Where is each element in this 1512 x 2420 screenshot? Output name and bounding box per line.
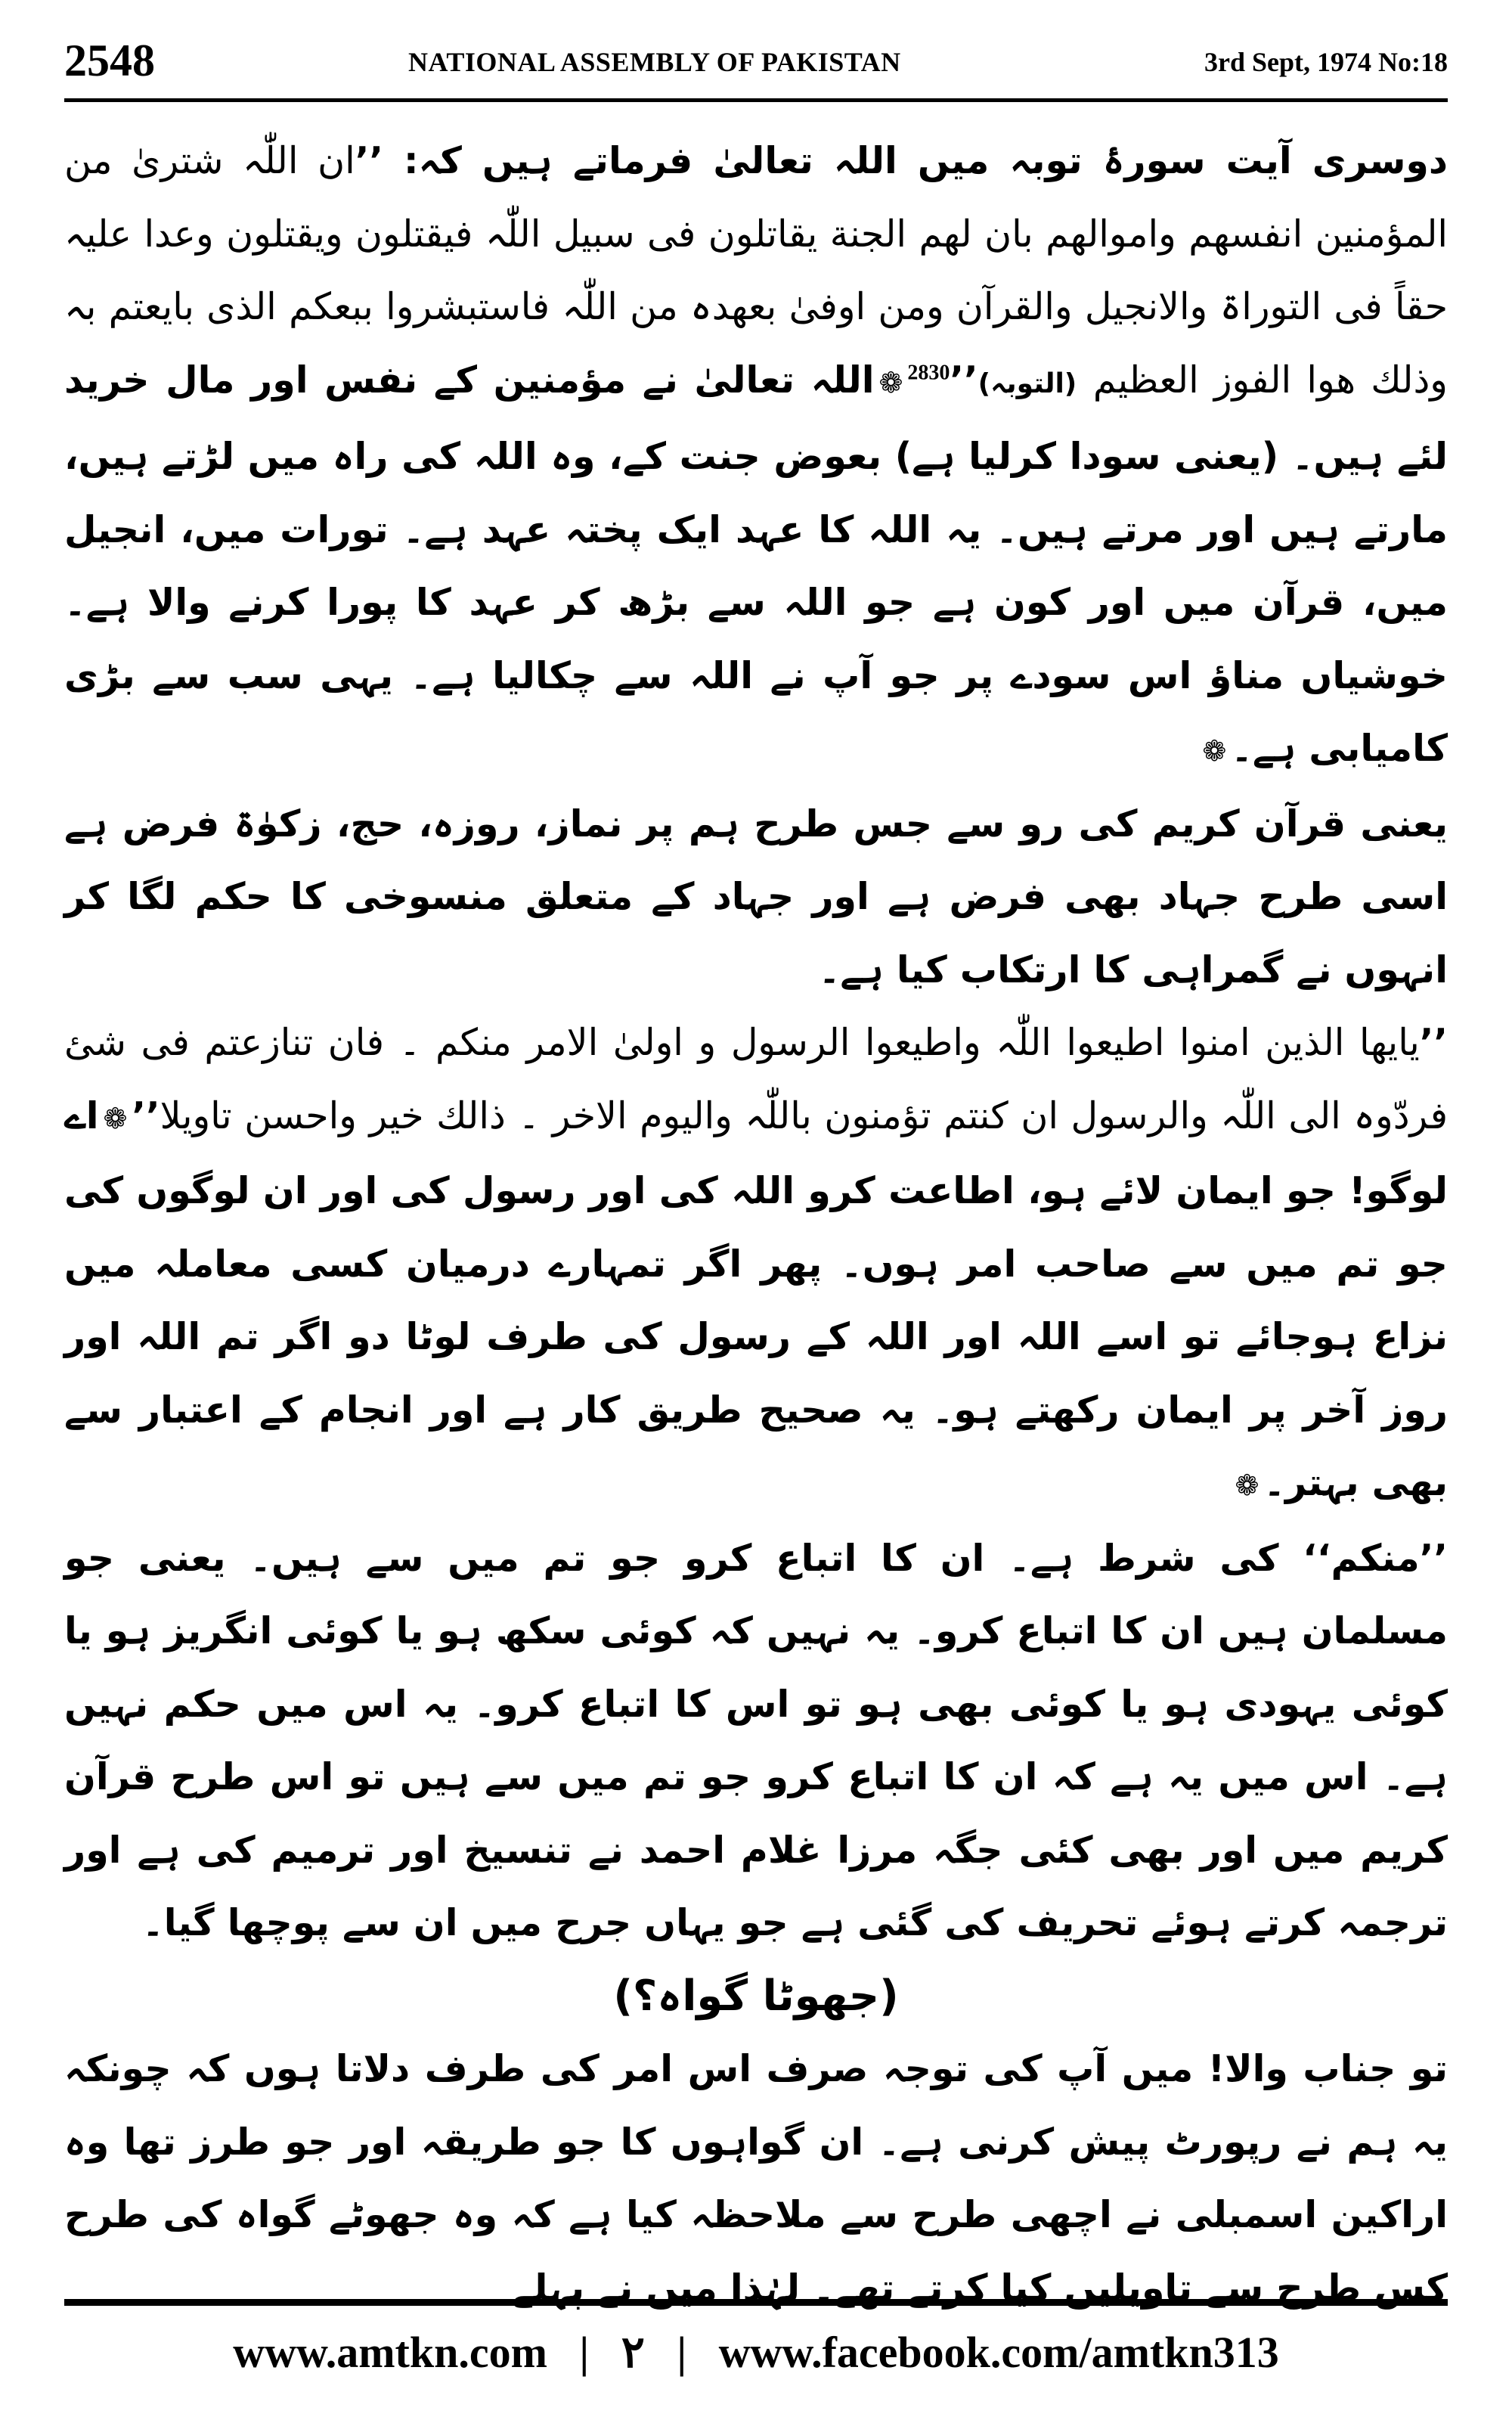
flower-ornament-icon: ❁ <box>1202 734 1227 768</box>
footer-separator: | <box>677 2328 687 2377</box>
section-heading: (جھوٹا گواہ؟) <box>613 1971 899 2021</box>
publication-title: NATIONAL ASSEMBLY OF PAKISTAN <box>408 47 901 77</box>
translation-tauba: اللہ تعالیٰ نے مؤمنین کے نفس اور مال خرید لئے ہیں۔ (یعنی سودا کرلیا ہے) بعوض جنت کے، وہ اللہ کی راہ میں لڑتے ہیں، مارتے ہیں اور مرتے ہیں۔ یہ اللہ کا عہد ایک پختہ عہد ہے۔ تورات میں، انجیل میں، قرآن میں اور کون ہے جو اللہ سے بڑھ کر عہد کا پورا کرنے والا ہے۔ خوشیاں مناؤ اس سودے پر جو آپ نے اللہ سے چکالیا ہے۔ یہی سب سے بڑی کامیابی ہے۔ <box>64 358 1448 770</box>
flower-ornament-icon: ❁ <box>1235 1469 1259 1502</box>
page-footer <box>64 2299 1448 2398</box>
arabic-verse-tauba: ان اللّٰہ شتریٰ من المؤمنین انفسھم واموالھم بان لھم الجنة یقاتلون فی سبیل اللّٰہ فیقتلون ویقتلون وعدا علیہ حقاً فی التوراۃ والانجیل والقرآن ومن اوفیٰ بعھدہ من اللّٰہ فاستبشروا ببعکم الذی بایعتم بہ وذلك ھوا الفوز العظیم <box>64 139 1448 402</box>
quote-open-mark: ’’ <box>1419 1021 1448 1064</box>
website-link[interactable]: www.amtkn.com <box>233 2328 547 2377</box>
paragraph-ulil-amr <box>64 1007 1448 1522</box>
paragraph-jihad-farz: یعنی قرآن کریم کی رو سے جس طرح ہم پر نماز، روزہ، حج، زکوٰۃ فرض ہے اسی طرح جہاد بھی فرض ہے اور جہاد کے متعلق منسوخی کا حکم لگا کر انہوں نے گمراہی کا ارتکاب کیا ہے۔ <box>64 802 1448 991</box>
paragraph-jhoota-gawah: تو جناب والا! میں آپ کی توجہ صرف اس امر کی طرف دلاتا ہوں کہ چونکہ یہ ہم نے رپورٹ پیش کرنی ہے۔ ان گواہوں کا جو طریقہ اور جو طرز تھا وہ اراکین اسمبلی نے اچھی طرح سے ملاحظہ کیا ہے کہ وہ جھوٹے گواہ کی طرح کس طرح سے تاویلیں کیا کرتے تھے۔ لہٰذا میں نے پہلے <box>64 2047 1448 2310</box>
arabic-verse-nisa: یایھا الذین امنوا اطیعوا اللّٰہ واطیعوا الرسول و اولیٰ الامر منکم ۔ فان تنازعتم فی شئ فردّوہ الی اللّٰہ والرسول ان کنتم تؤمنون باللّٰہ والیوم الاخر ۔ ذالك خیر واحسن تاویلا <box>64 1021 1448 1137</box>
footer-page-number: ۲ <box>621 2328 645 2377</box>
paragraph-surah-tauba <box>64 125 1448 788</box>
page-header <box>64 30 1448 102</box>
translation-nisa: اے لوگو! جو ایمان لائے ہو، اطاعت کرو اللہ کی اور رسول کی اور ان لوگوں کی جو تم میں سے صاحب امر ہوں۔ پھر اگر تمہارے درمیان کسی معاملہ میں نزاع ہوجائے تو اسے اللہ اور اللہ کے رسول کی طرف لوٹا دو اگر تم اللہ اور روز آخر پر ایمان رکھتے ہو۔ یہ صحیح طریق کار ہے اور انجام کے اعتبار سے بھی بہتر۔ <box>64 1094 1448 1504</box>
flower-ornament-icon: ❁ <box>103 1101 128 1135</box>
quote-close-mark: ’’ <box>950 358 978 402</box>
footnote-reference: 2830 <box>907 361 950 385</box>
quote-close-mark: ’’ <box>132 1094 160 1137</box>
facebook-link[interactable]: www.facebook.com/amtkn313 <box>718 2328 1279 2377</box>
page-number: 2548 <box>64 36 155 85</box>
flower-ornament-icon: ❁ <box>878 365 903 399</box>
paragraph-minkum: ’’منکم‘‘ کی شرط ہے۔ ان کا اتباع کرو جو تم میں سے ہیں۔ یعنی جو مسلمان ہیں ان کا اتباع کرو۔ یہ نہیں کہ کوئی سکھ ہو یا کوئی انگریز ہو یا کوئی یہودی ہو یا کوئی بھی ہو تو اس کا اتباع کرو۔ یہ اس میں حکم نہیں ہے۔ اس میں یہ ہے کہ ان کا اتباع کرو جو تم میں سے ہیں تو اس طرح قرآن کریم میں اور بھی کئی جگہ مرزا غلام احمد نے تنسیخ اور ترمیم کی ہے اور ترجمہ کرتے ہوئے تحریف کی گئی ہے جو یہاں جرح میں ان سے پوچھا گیا۔ <box>64 1536 1448 1944</box>
surah-name: (التوبہ) <box>978 368 1077 399</box>
date-issue: 3rd Sept, 1974 No:18 <box>1204 47 1448 77</box>
page-body <box>64 125 1448 2310</box>
paragraph-intro-text: دوسری آیت سورۂ توبہ میں اللہ تعالیٰ فرماتے ہیں کہ: ’’ <box>355 139 1448 182</box>
footer-separator: | <box>579 2328 590 2377</box>
